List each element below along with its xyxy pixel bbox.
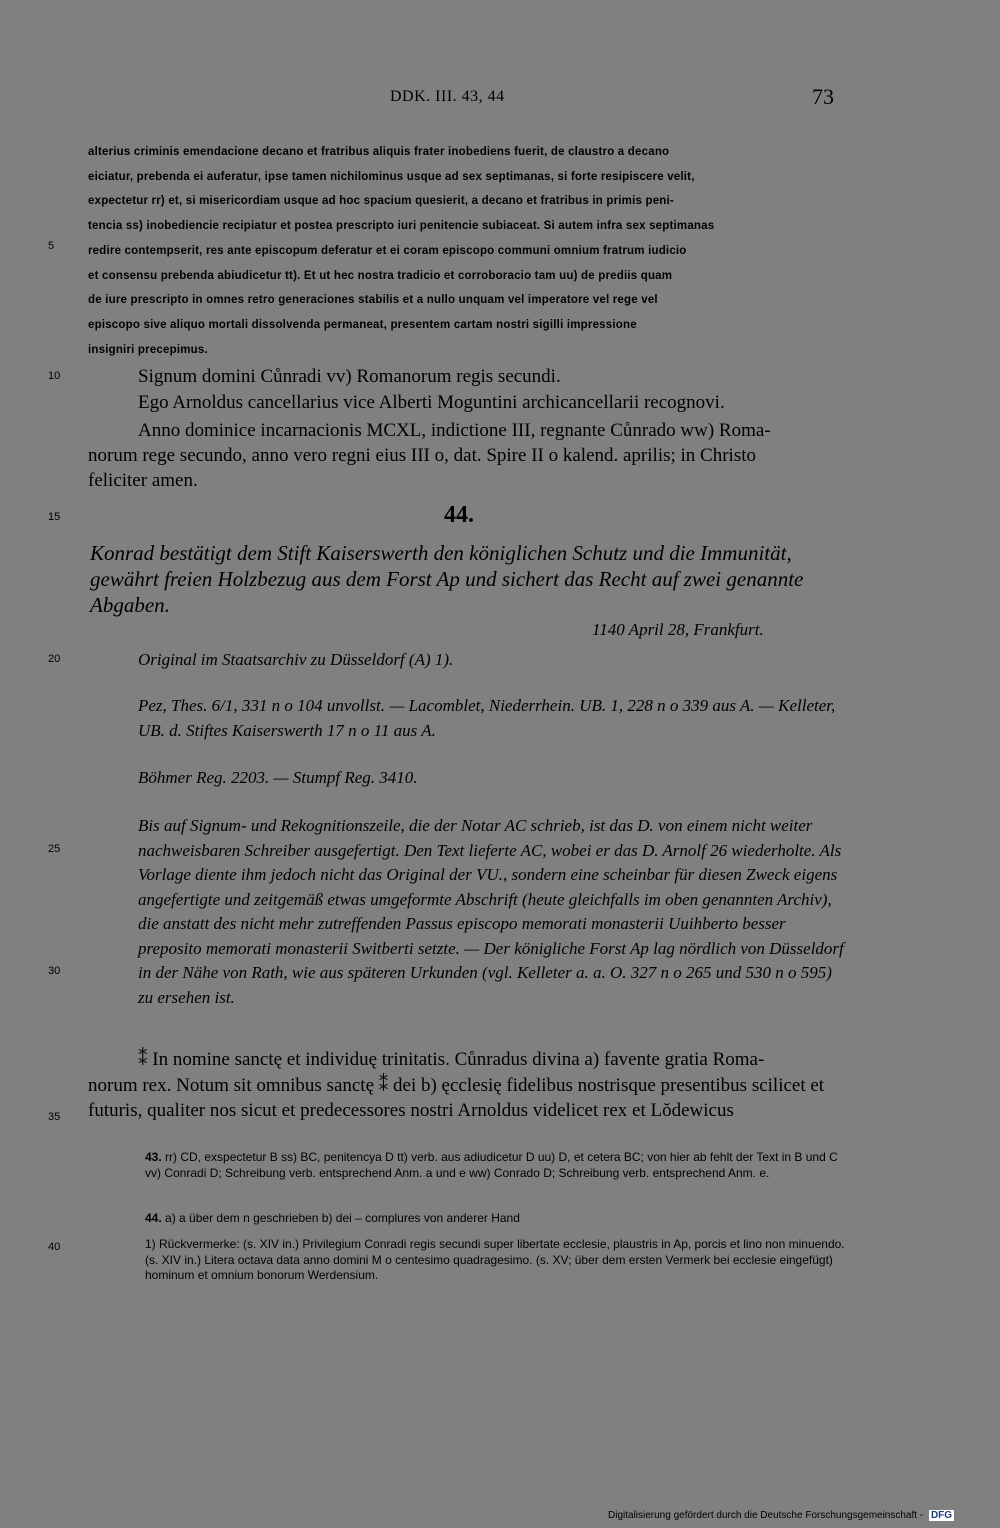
- funding-notice: [608, 1510, 954, 1521]
- footnote-label: 44.: [145, 1211, 162, 1225]
- line-number: 35: [48, 1111, 61, 1123]
- signum-line: Signum domini Cůnradi vv) Romanorum regis secundi.: [138, 366, 561, 387]
- date-place: 1140 April 28, Frankfurt.: [592, 620, 764, 639]
- dating-line: Anno dominice incarnacionis MCXL, indictione III, regnante Cůnrado ww) Roma-: [138, 420, 771, 441]
- line-number: 15: [48, 511, 61, 523]
- funding-text: Digitalisierung gefördert durch die Deutsche Forschungsgemeinschaft -: [608, 1510, 924, 1521]
- line-number: 30: [48, 965, 61, 977]
- line-number: 5: [48, 240, 55, 252]
- page-number: 73: [812, 84, 834, 109]
- recognition-line: Ego Arnoldus cancellarius vice Alberti Moguntini archicancellarii recognovi.: [138, 392, 725, 413]
- dfg-logo: DFG: [930, 1510, 953, 1521]
- footnotes-44: [145, 1211, 845, 1227]
- dating-line: feliciter amen.: [88, 470, 198, 491]
- text-line: expectetur rr) et, si misericordiam usque ad hoc spacium quesierit, a decano et fratribus in primis peni-: [88, 195, 674, 208]
- charter-text-line: futuris, qualiter nos sicut et predecessores nostri Arnoldus videlicet rex et Lŏdewicus: [88, 1100, 734, 1121]
- text-line: et consensu prebenda abiudicetur tt). Et ut hec nostra tradicio et corroboracio tam uu) de prediis quam: [88, 269, 673, 282]
- transmission: Original im Staatsarchiv zu Düsseldorf (A) 1).: [138, 650, 454, 669]
- footnote-label: 43.: [145, 1150, 162, 1164]
- footnote-text: rr) CD, exspectetur B ss) BC, penitencya D tt) verb. aus adiudicetur D uu) D, et cetera BC; von hier ab fehlt der Text in B und C vv) Conradi D; Schreibung verb. entsprechend Anm. a und e ww) Conrado D; Schreibung verb. entsprechend Anm. e.: [145, 1150, 838, 1180]
- text-line: alterius criminis emendacione decano et fratribus aliquis frater inobediens fuerit, de claustro a decano: [88, 146, 670, 158]
- footnote-text: a) a über dem n geschrieben b) dei – complures von anderer Hand: [165, 1211, 520, 1225]
- text-line: redire contempserit, res ante episcopum deferatur et ei coram episcopo communi omnium fratrum iudicio: [88, 244, 687, 257]
- line-number: 20: [48, 653, 61, 665]
- doc43-text: [88, 140, 840, 362]
- line-number: 40: [48, 1241, 61, 1253]
- text-line: de iure prescripto in omnes retro generaciones stabilis et a nullo unquam vel imperatore vel rege vel: [88, 294, 658, 307]
- line-number: 25: [48, 843, 61, 855]
- footnote-dorsal: 1) Rückvermerke: (s. XIV in.) Privilegium Conradi regis secundi super libertate ecclesie, plaustris in Ap, porcis et lino non minuendo. (s. XIV in.) Litera octava data anno domini M o centesimo quadragesimo. (s. XV; über dem ersten Vermerk bei ecclesie eingefügt) hominum et omnium bonorum Werdensium.: [145, 1237, 845, 1282]
- regest: Konrad bestätigt dem Stift Kaiserswerth den königlichen Schutz und die Immunität, gewährt freien Holzbezug aus dem Forst Ap und sichert das Recht auf zwei genannte Abgaben.: [90, 541, 804, 617]
- text-line: episcopo sive aliquo mortali dissolvenda permaneat, presentem cartam nostri sigilli impressione: [88, 318, 637, 331]
- regesta: Böhmer Reg. 2203. — Stumpf Reg. 3410.: [138, 768, 418, 787]
- footnotes-43: [145, 1150, 845, 1181]
- editions: Pez, Thes. 6/1, 331 n o 104 unvollst. — Lacomblet, Niederrhein. UB. 1, 228 n o 339 aus A. — Kelleter, UB. d. Stiftes Kaiserswerth 17 n o 11 aus A.: [138, 696, 836, 740]
- dating-line: norum rege secundo, anno vero regni eius III o, dat. Spire II o kalend. aprilis; in Christo: [88, 445, 756, 466]
- line-number: 10: [48, 370, 61, 382]
- text-line: eiciatur, prebenda ei auferatur, ipse tamen nichilominus usque ad sex septimanas, si forte resipiscere velit,: [88, 170, 695, 183]
- document-number: 44.: [444, 502, 474, 528]
- charter-text-line: ⁑ In nomine sanctę et individuę trinitatis. Cůnradus divina a) favente gratia Roma-: [138, 1049, 765, 1070]
- charter-text-line: norum rex. Notum sit omnibus sanctę ⁑ dei b) ęcclesię fidelibus nostrisque presentibus scilicet et: [88, 1075, 825, 1096]
- text-line: tencia ss) inobediencie recipiatur et postea prescripto iuri penitencie subiaceat. Si autem infra sex septimanas: [88, 220, 715, 233]
- text-line: insigniri precepimus.: [88, 343, 208, 356]
- running-title: DDK. III. 43, 44: [390, 88, 505, 105]
- commentary: Bis auf Signum- und Rekognitionszeile, die der Notar AC schrieb, ist das D. von einem nicht weiter nachweisbaren Schreiber ausgefertigt. Den Text lieferte AC, wobei er das D. Arnolf 26 wiederholte. Als Vorlage diente ihm jedoch nicht das Original der VU., sondern eine scheinbar für diesen Zweck eigens angefertigte und zeitgemäß etwas umgeformte Abschrift (heute gleichfalls im oben genannten Archiv), die anstatt des nicht mehr zutreffenden Passus episcopo memorati monasterii Uuihberto besser preposito memorati monasterii Switberti setzte. — Der königliche Forst Ap lag nördlich von Düsseldorf in der Nähe von Rath, wie aus späteren Urkunden (vgl. Kelleter a. a. O. 327 n o 265 und 530 n o 595) zu ersehen ist.: [138, 816, 844, 1007]
